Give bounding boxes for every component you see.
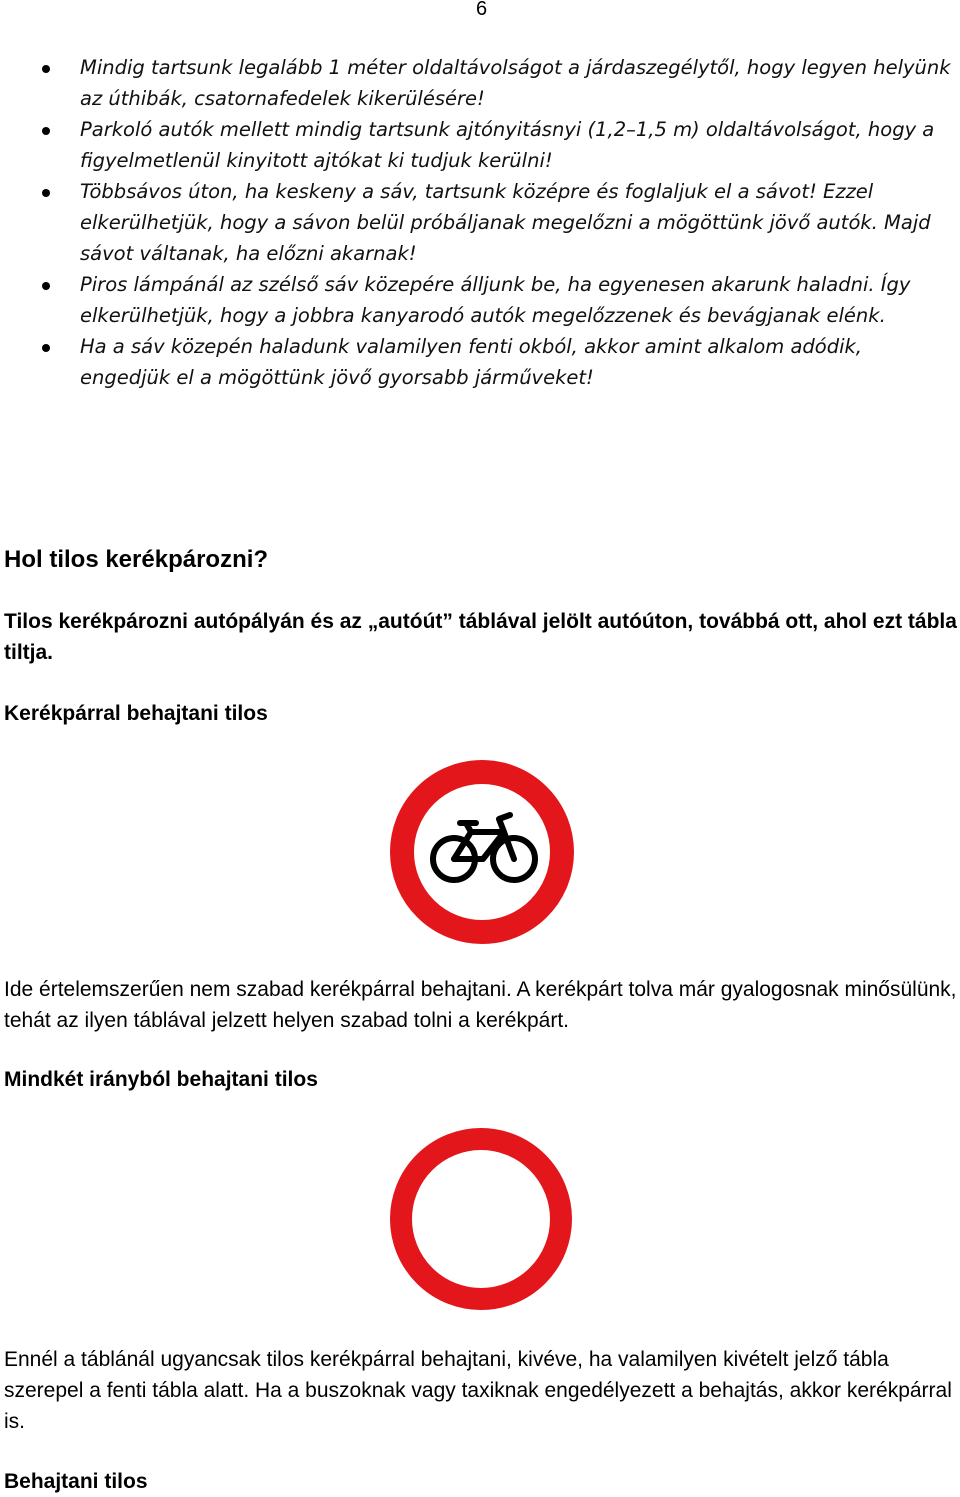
section-heading: Hol tilos kerékpározni? <box>4 546 269 573</box>
sign-description-no-vehicles: Ennél a táblánál ugyancsak tilos kerékpárral behajtani, kivéve, ha valamilyen kivételt jelző tábla szerepel a fenti tábla alatt. Ha a buszoknak vagy taxiknak engedélyezett a behajtás, akkor kerékpárral is. <box>4 1348 952 1433</box>
bullet-icon <box>42 282 50 290</box>
list-item-text: Mindig tartsunk legalább 1 méter oldaltávolságot a járdaszegélytől, hogy legyen helyünk az úthibák, csatornafedelek kikerülésére! <box>80 56 951 110</box>
sign-description-no-bicycles: Ide értelemszerűen nem szabad kerékpárral behajtani. A kerékpárt tolva már gyalogosnak minősülünk, tehát az ilyen táblával jelzett helyen szabad tolni a kerékpárt. <box>4 978 957 1032</box>
list-item <box>0 331 960 393</box>
page-number: 6 <box>476 0 488 20</box>
bullet-icon <box>42 65 50 73</box>
sign-heading-no-bicycles: Kerékpárral behajtani tilos <box>4 702 268 725</box>
no-vehicles-sign-icon <box>386 1124 576 1314</box>
list-item-text: Ha a sáv közepén haladunk valamilyen fenti okból, akkor amint alkalom adódik, engedjük el a mögöttünk jövő gyorsabb járműveket! <box>80 335 863 389</box>
list-item-text: Piros lámpánál az szélső sáv közepére álljunk be, ha egyenesen akarunk haladni. Így elkerülhetjük, hogy a jobbra kanyarodó autók megelőzzenek és bevágjanak elénk. <box>80 273 911 327</box>
list-item <box>0 269 960 331</box>
bullet-icon <box>42 127 50 135</box>
bullet-icon <box>42 189 50 197</box>
sign-heading-no-vehicles: Mindkét irányból behajtani tilos <box>4 1068 318 1091</box>
list-item-text: Parkoló autók mellett mindig tartsunk ajtónyitásnyi (1,2–1,5 m) oldaltávolságot, hogy a figyelmetlenül kinyitott ajtókat ki tudjuk kerülni! <box>80 118 935 172</box>
intro-paragraph: Tilos kerékpározni autópályán és az „autóút” táblával jelölt autóúton, továbbá ott, ahol ezt tábla tiltja. <box>4 610 957 664</box>
list-item <box>0 114 960 176</box>
list-item <box>0 52 960 114</box>
bullet-icon <box>42 344 50 352</box>
no-bicycles-sign-icon <box>386 756 578 948</box>
list-item <box>0 176 960 269</box>
list-item-text: Többsávos úton, ha keskeny a sáv, tartsunk középre és foglaljuk el a sávot! Ezzel elkerülhetjük, hogy a sávon belül próbáljanak megelőzni a mögöttünk jövő autók. Majd sávot váltanak, ha előzni akarnak! <box>80 180 931 265</box>
tips-bullet-list <box>0 52 960 393</box>
sign-heading-no-entry: Behajtani tilos <box>4 1470 148 1493</box>
